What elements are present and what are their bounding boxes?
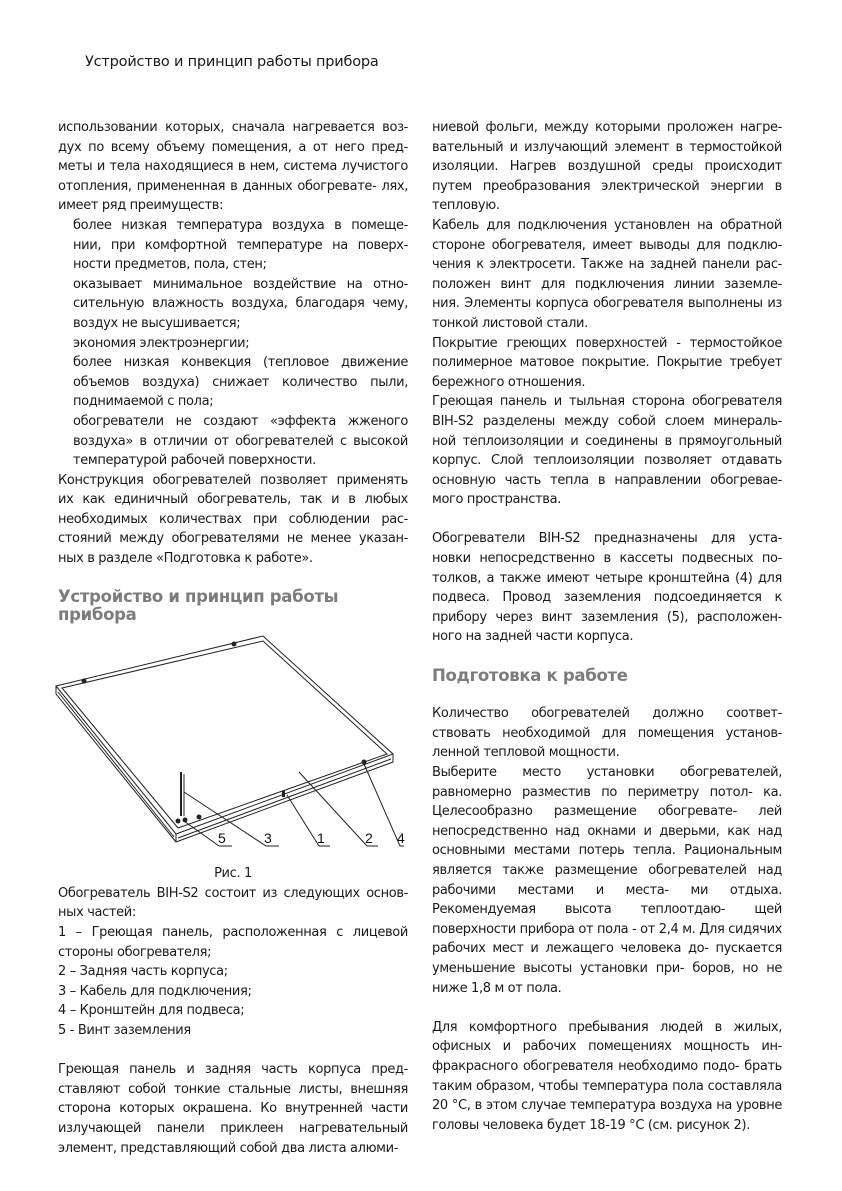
part-item: 5 - Винт заземления	[58, 1023, 191, 1038]
advantage-item: более низкая температура воздуха в помеще- нии, при комфортной температуре на поверх- ности предметов, пола, стен;	[73, 217, 408, 273]
intro-paragraph: использовании которых, сначала нагревается воз- дух по всему объему помещения, а от него пред- меты и тела находящиеся в нем, система лучистого отопления, примененная в данных обогревате- лях, имеет ряд преимуществ:	[58, 120, 408, 214]
part-item: 1 – Греющая панель, расположенная с лицевой стороны обогревателя;	[58, 925, 408, 960]
left-column	[58, 118, 408, 1158]
quantity-paragraph: Количество обогревателей должно соответ- ствовать необходимой для помещения установ- ленной тепловой мощности.	[432, 706, 782, 761]
section-heading-device: Устройство и принцип работы прибора	[58, 587, 339, 625]
foil-paragraph: ниевой фольги, между которыми проложен нагре- вательный и излучающий элемент в термостойкой изоляции. Нагрев воздушной среды происходит путем преобразования электрической энергии в тепловую.	[432, 120, 782, 214]
callout-3: 3	[264, 830, 272, 847]
part-item: 2 – Задняя часть корпуса;	[58, 964, 228, 980]
advantage-item: обогреватели не создают «эффекта жженого воздуха» в отличии от обогревателей с высокой температурой рабочей поверхности.	[73, 413, 408, 469]
advantage-item: более низкая конвекция (тепловое движение объемов воздуха) снижает количество пыли, поднимаемой с пола;	[73, 355, 408, 410]
callout-1: 1	[317, 830, 325, 847]
advantage-item: экономия электроэнергии;	[73, 335, 250, 351]
coating-paragraph: Покрытие греющих поверхностей - термостойкое полимерное матовое покрытие. Покрытие требует бережного отношения.	[432, 335, 782, 390]
figure-caption: Рис. 1	[214, 866, 252, 882]
callout-5: 5	[218, 830, 226, 847]
part-item: 3 – Кабель для подключения;	[58, 983, 252, 999]
callout-2: 2	[365, 830, 373, 847]
cable-paragraph: Кабель для подключения установлен на обратной стороне обогревателя, имеет выводы для подклю- чения к электросети. Также на задней панели рас- положен винт для подключения линии заземле- ния. Элементы корпуса обогревателя выполнены из тонкой листовой стали.	[432, 217, 782, 331]
heater-panel-drawing-icon	[54, 624, 414, 864]
parts-intro: Обогреватель BIH-S2 состоит из следующих основ- ных частей:	[58, 885, 408, 921]
part-item: 4 – Кронштейн для подвеса;	[58, 1003, 245, 1019]
construction-paragraph: Конструкция обогревателей позволяет применять их как единичный обогреватель, так и в любых необходимых количествах при соблюдении рас- стояний между обогревателями не менее указан- ных в разделе «Подготовка к работе».	[58, 472, 408, 567]
advantage-item: оказывает минимальное воздействие на отно- сительную влажность воздуха, благодаря чему, воздух не высушивается;	[73, 276, 408, 331]
figure-heater-diagram	[54, 624, 414, 864]
placement-paragraph: Выберите место установки обогревателей, равномерно разместив по периметру потол- ка. Целесообразно размещение обогревате- лей непосредственно над окнами и дверьми, как над основными местами потерь тепла. Рациональным является также размещение обогревателей над рабочими местами и места- ми отдыха. Рекомендуемая высота теплоотдаю- щей поверхности прибора от пола - от 2,4 м. Для сидячих рабочих мест и лежащего человека до- пускается уменьшение высоты установки при- боров, но не ниже 1,8 м от пола.	[432, 765, 783, 996]
section-heading-preparation: Подготовка к работе	[432, 665, 628, 685]
mounting-paragraph: Обогреватели BIH-S2 предназначены для уста- новки непосредственно в кассеты подвесных по- толков, а также имеют четыре кронштейна (4) для подвеса. Провод заземления подсоединяется к прибору через винт заземления (5), расположен- ного на задней части корпуса.	[432, 531, 782, 645]
running-header: Устройство и принцип работы прибора	[85, 54, 379, 70]
comfort-paragraph: Для комфортного пребывания людей в жилых, офисных и рабочих помещениях мощность ин- фракрасного обогревателя необходимо подо- брать таким образом, чтобы температура пола составляла 20 °С, в этом случае температура воздуха на уровне головы человека будет 18-19 °С (см. рисунок 2).	[432, 1019, 782, 1133]
panel-paragraph: Греющая панель и задняя часть корпуса пред- ставляют собой тонкие стальные листы, внешняя сторона которых окрашена. Ко внутренней части излучающей панели приклеен нагревательный элемент, представляющий собой два листа алюми-	[58, 1062, 408, 1156]
callout-4: 4	[397, 830, 405, 847]
insulation-paragraph: Греющая панель и тыльная сторона обогревателя BIH-S2 разделены между собой слоем минераль- ной теплоизоляции и соединены в прямоугольный корпус. Слой теплоизоляции позволяет отдавать основную часть тепла в направлении обогревае- мого пространства.	[432, 394, 782, 508]
right-column	[432, 118, 782, 1135]
